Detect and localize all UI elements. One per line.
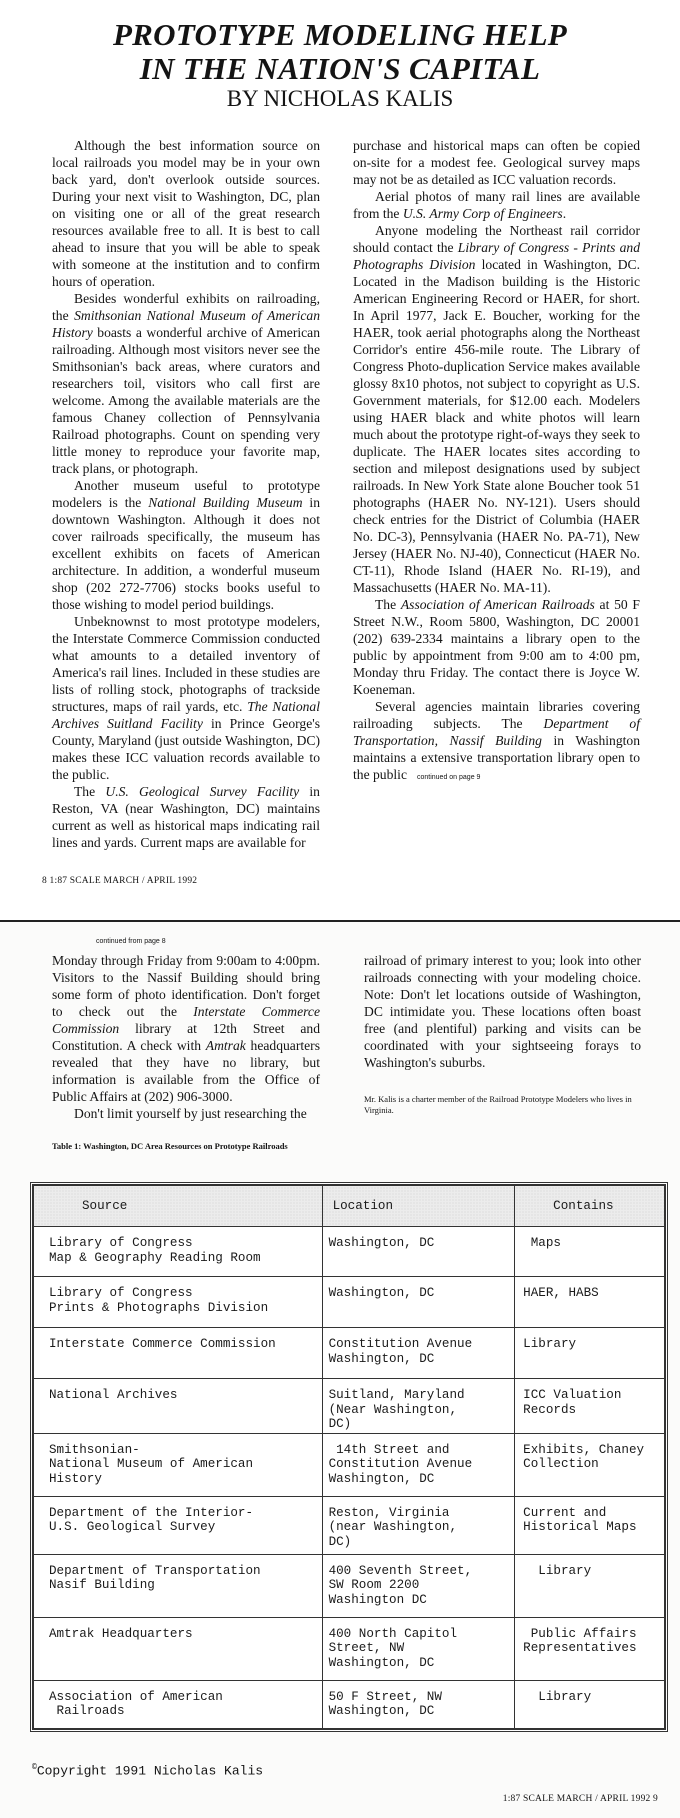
- paragraph-text: boasts a wonderful archive of American railroading. Although most visitors never see the Smithsonian's back areas, where curators and researchers toil, visitors who call first are welcome. Among the available materials are the famous Chaney collection of Pennsylvania Railroad photographs. Count on spending very little money to reproduce your favorite map, track plans, or photograph.: [52, 325, 320, 476]
- cell-line: DC): [328, 1534, 352, 1549]
- cell-line: U.S. Geological Survey: [49, 1520, 216, 1534]
- column-header-contains: Contains: [515, 1186, 665, 1227]
- emphasized-name: National Building Museum: [148, 495, 303, 510]
- paragraph-text: at 50 F Street N.W., Room 5800, Washington, DC 20001 (202) 639-2334 maintains a library open to the public by appointment from 9:00 am to 4:00 pm, Monday thru Friday. The contact there is Joyce W. Koeneman.: [353, 597, 640, 697]
- cell-line: Washington DC: [328, 1592, 427, 1607]
- cell-source: [34, 1277, 323, 1328]
- paragraph-text: Don't limit yourself by just researching the: [74, 1106, 307, 1121]
- paragraph: [353, 137, 640, 188]
- table-body: [34, 1227, 665, 1729]
- byline: BY NICHOLAS KALIS: [226, 86, 454, 111]
- emphasized-name: Association of American Railroads: [400, 597, 595, 612]
- cell-line: Library: [523, 1337, 577, 1351]
- paragraph: [353, 698, 640, 786]
- copyright-symbol: ©: [32, 1763, 37, 1772]
- cell-location: [322, 1277, 515, 1328]
- paragraph: [52, 783, 320, 851]
- cell-line: Reston, Virginia: [328, 1505, 450, 1520]
- cell-line: Current and: [523, 1505, 607, 1520]
- cell-line: National Museum of American: [49, 1457, 254, 1471]
- cell-line: Smithsonian-: [49, 1442, 140, 1457]
- emphasized-name: The National Archives Suitland Facility: [52, 699, 321, 731]
- cell-source: [34, 1328, 323, 1379]
- paragraph-text: Besides wonderful exhibits on railroading, the: [52, 291, 320, 323]
- table-row: [34, 1617, 665, 1680]
- cell-line: Washington, DC: [328, 1704, 435, 1718]
- cell-line: Map & Geography Reading Room: [49, 1250, 261, 1265]
- cell-contains: [515, 1496, 665, 1554]
- cell-line: Constitution Avenue: [328, 1337, 473, 1351]
- cell-source: [34, 1433, 323, 1496]
- paragraph: [353, 188, 640, 222]
- paragraph-text: Although the best information source on local railroads you model may be in your own back yard, don't overlook outside sources. During your next visit to Washington, DC, plan on visiting one or all of the great research resources available free to all. It is best to call ahead to insure that you will be able to speak with someone at the institution and to confirm hours of operation.: [52, 138, 320, 289]
- cell-source: [34, 1680, 323, 1728]
- paragraph-text: The: [375, 597, 401, 612]
- cell-line: Representatives: [523, 1641, 637, 1655]
- cell-line: Historical Maps: [523, 1520, 637, 1534]
- paragraph: [52, 477, 320, 613]
- paragraph: [52, 952, 320, 1105]
- cell-contains: [515, 1617, 665, 1680]
- table-row: [34, 1680, 665, 1728]
- cell-line: History: [49, 1471, 102, 1486]
- emphasized-name: U.S. Army Corp of Engineers: [402, 206, 563, 221]
- cell-contains: [515, 1554, 665, 1617]
- cell-line: National Archives: [49, 1388, 178, 1402]
- cell-line: (near Washington,: [328, 1520, 458, 1534]
- paragraph: [52, 290, 320, 477]
- cell-line: ICC Valuation: [523, 1388, 622, 1402]
- cell-line: HAER, HABS: [523, 1286, 599, 1300]
- cell-line: Library: [523, 1563, 592, 1578]
- page-8-folio: 8 1:87 SCALE MARCH / APRIL 1992: [42, 876, 198, 886]
- cell-line: Department of Transportation: [49, 1563, 261, 1578]
- author-bio: Mr. Kalis is a charter member of the Railroad Prototype Modelers who lives in Virginia.: [364, 1094, 632, 1115]
- cell-line: Washington, DC: [328, 1471, 435, 1486]
- continued-on-note: continued on page 9: [416, 774, 481, 781]
- cell-source: [34, 1227, 323, 1277]
- cell-line: Street, NW: [328, 1641, 405, 1655]
- cell-line: Library: [523, 1689, 592, 1704]
- cell-line: SW Room 2200: [328, 1578, 420, 1592]
- paragraph-text: Another museum useful to prototype modelers is the: [52, 478, 320, 510]
- resources-table: [30, 1182, 668, 1732]
- table-row: [34, 1496, 665, 1554]
- cell-source: [34, 1496, 323, 1554]
- cell-source: [34, 1554, 323, 1617]
- paragraph-text: purchase and historical maps can often be copied on-site for a modest fee. Geological survey maps may not be as detailed as ICC valuation records.: [353, 138, 640, 187]
- cell-line: Records: [523, 1402, 577, 1417]
- cell-line: Association of American: [49, 1689, 223, 1704]
- cell-contains: [515, 1277, 665, 1328]
- cell-source: [34, 1379, 323, 1434]
- cell-line: Suitland, Maryland: [328, 1388, 465, 1402]
- cell-line: Collection: [523, 1457, 599, 1471]
- cell-line: Public Affairs: [523, 1626, 637, 1641]
- table-row: [34, 1554, 665, 1617]
- paragraph: [52, 137, 320, 290]
- cell-location: [322, 1328, 515, 1379]
- table-row: [34, 1433, 665, 1496]
- cell-contains: [515, 1379, 665, 1434]
- paragraph: [353, 222, 640, 596]
- paragraph-text: railroad of primary interest to you; look into other railroads connecting with your modeling choice. Note: Don't let locations outside of Washington, DC intimidate you. These locations often boast free (and plentiful) parking and visits can be coordinated with your sightseeing forays to Washington's suburbs.: [364, 953, 641, 1070]
- paragraph-text: .: [562, 206, 567, 221]
- cell-location: [322, 1433, 515, 1496]
- paragraph-text: Anyone modeling the Northeast rail corridor should contact the: [353, 223, 640, 255]
- cell-line: Prints & Photographs Division: [49, 1300, 269, 1315]
- paragraph-text: in Washington maintains a extensive transportation library open to the public: [353, 733, 640, 782]
- article-title-line-1: PROTOTYPE MODELING HELP: [112, 17, 568, 52]
- cell-line: Washington, DC: [328, 1236, 435, 1250]
- column-header-source: Source: [34, 1186, 323, 1227]
- emphasized-name: Department of Transportation, Nassif Building: [353, 716, 640, 748]
- cell-line: Washington, DC: [328, 1286, 435, 1300]
- emphasized-name: Smithsonian National Museum of American History: [52, 308, 320, 340]
- paragraph-text: Several agencies maintain libraries covering railroading subjects. The: [353, 699, 640, 731]
- paragraph-text: Aerial photos of many rail lines are available from the: [353, 189, 640, 221]
- paragraph-text: Monday through Friday from 9:00am to 4:00pm. Visitors to the Nassif Building should bring some form of photo identification. Don't forget to check out the: [52, 953, 320, 1019]
- emphasized-name: Library of Congress - Prints and Photographs Division: [353, 240, 641, 272]
- cell-line: Constitution Avenue: [328, 1457, 473, 1471]
- continued-from-note: continued from page 8: [96, 938, 166, 945]
- table-header-row: [34, 1186, 665, 1227]
- copyright-text: Copyright 1991 Nicholas Kalis: [36, 1763, 264, 1779]
- cell-line: (Near Washington,: [328, 1402, 458, 1417]
- paragraph-text: headquarters revealed that they have no library, but information is available from the Office of Public Affairs at (202) 906-3000.: [52, 1038, 320, 1104]
- paragraph-text: The: [74, 784, 106, 799]
- page9-column-2: [364, 952, 641, 1071]
- cell-line: Amtrak Headquarters: [49, 1626, 193, 1641]
- cell-line: 14th Street and: [328, 1442, 450, 1457]
- paragraph: [52, 1105, 320, 1122]
- paragraph-text: in downtown Washington. Although it does not cover railroads specifically, the museum has excellent exhibits on facets of American architecture. In addition, a wonderful museum shop (202 272-7706) stocks books useful to those wishing to model period buildings.: [52, 495, 320, 612]
- paragraph-text: Unbeknownst to most prototype modelers, the Interstate Commerce Commission conducted what amounts to a detailed inventory of America's rail lines. Included in these studies are lists of rolling stock, photographs of trackside structures, maps of rail yards, etc.: [52, 614, 320, 714]
- cell-contains: [515, 1328, 665, 1379]
- table-caption: Table 1: Washington, DC Area Resources on Prototype Railroads: [52, 1141, 288, 1151]
- emphasized-name: Interstate Commerce Commission: [52, 1004, 320, 1036]
- paragraph: [52, 613, 320, 783]
- cell-line: Library of Congress: [49, 1236, 193, 1250]
- table-row: [34, 1379, 665, 1434]
- cell-location: [322, 1617, 515, 1680]
- cell-contains: [515, 1680, 665, 1728]
- emphasized-name: U.S. Geological Survey Facility: [105, 784, 300, 799]
- table-row: [34, 1227, 665, 1277]
- cell-line: Washington, DC: [328, 1655, 435, 1670]
- article-title-line-2: IN THE NATION'S CAPITAL: [139, 51, 541, 86]
- cell-location: [322, 1496, 515, 1554]
- cell-location: [322, 1379, 515, 1434]
- paragraph-text: library at 12th Street and Constitution. A check with: [52, 1021, 320, 1053]
- table-row: [34, 1277, 665, 1328]
- cell-contains: [515, 1227, 665, 1277]
- cell-line: Department of the Interior-: [49, 1505, 254, 1520]
- cell-line: 50 F Street, NW: [328, 1689, 442, 1704]
- cell-location: [322, 1554, 515, 1617]
- cell-line: Maps: [523, 1236, 561, 1250]
- page8-column-2: [353, 137, 640, 786]
- paragraph-text: in Prince George's County, Maryland (just outside Washington, DC) makes these ICC valuation records available to the public.: [52, 716, 320, 782]
- cell-location: [322, 1680, 515, 1728]
- column-header-location: Location: [322, 1186, 515, 1227]
- paragraph: [353, 596, 640, 698]
- cell-line: Library of Congress: [49, 1286, 193, 1300]
- emphasized-name: Amtrak: [205, 1038, 246, 1053]
- page8-column-1: [52, 137, 320, 851]
- copyright-notice: [32, 1763, 263, 1778]
- cell-line: DC): [328, 1417, 352, 1431]
- table-row: [34, 1328, 665, 1379]
- paragraph-text: in Reston, VA (near Washington, DC) maintains current as well as historical maps indicating rail lines and yards. Current maps are available for: [52, 784, 320, 850]
- cell-contains: [515, 1433, 665, 1496]
- paragraph: [364, 952, 641, 1071]
- cell-line: Washington, DC: [328, 1351, 435, 1366]
- cell-line: Interstate Commerce Commission: [49, 1337, 276, 1351]
- cell-line: Railroads: [49, 1704, 125, 1718]
- cell-line: 400 North Capitol: [328, 1626, 458, 1641]
- cell-location: [322, 1227, 515, 1277]
- cell-line: Nasif Building: [49, 1578, 155, 1592]
- page9-column-1: [52, 952, 320, 1122]
- cell-source: [34, 1617, 323, 1680]
- cell-line: 400 Seventh Street,: [328, 1563, 473, 1578]
- paragraph-text: located in Washington, DC. Located in the Madison building is the Historic American Engineering Record or HAER, for short. In April 1977, Jack E. Boucher, working for the HAER, took aerial photographs along the Northeast Corridor's entire 456-mile route. The Library of Congress Photo-duplication Service makes available glossy 8x10 photos, not subject to copyright as U.S. Government materials, for $12.00 each. Modelers using HAER black and white photos will learn much about the prototype right-of-ways they seek to duplicate. The HAER locates sites according to section and milepost designations used by subject railroads. In New York State alone Boucher took 51 photographs (HAER No. NY-121). Users should check entries for the District of Columbia (HAER No. DC-3), Pennsylvania (HAER No. PA-71), New Jersey (HAER No. NJ-40), Connecticut (HAER No. CT-11), Rhode Island (HAER No. RI-19), and Massachusetts (HAER No. MA-11).: [353, 257, 640, 595]
- page-9-folio: 1:87 SCALE MARCH / APRIL 1992 9: [502, 1794, 658, 1804]
- cell-line: Exhibits, Chaney: [523, 1442, 645, 1457]
